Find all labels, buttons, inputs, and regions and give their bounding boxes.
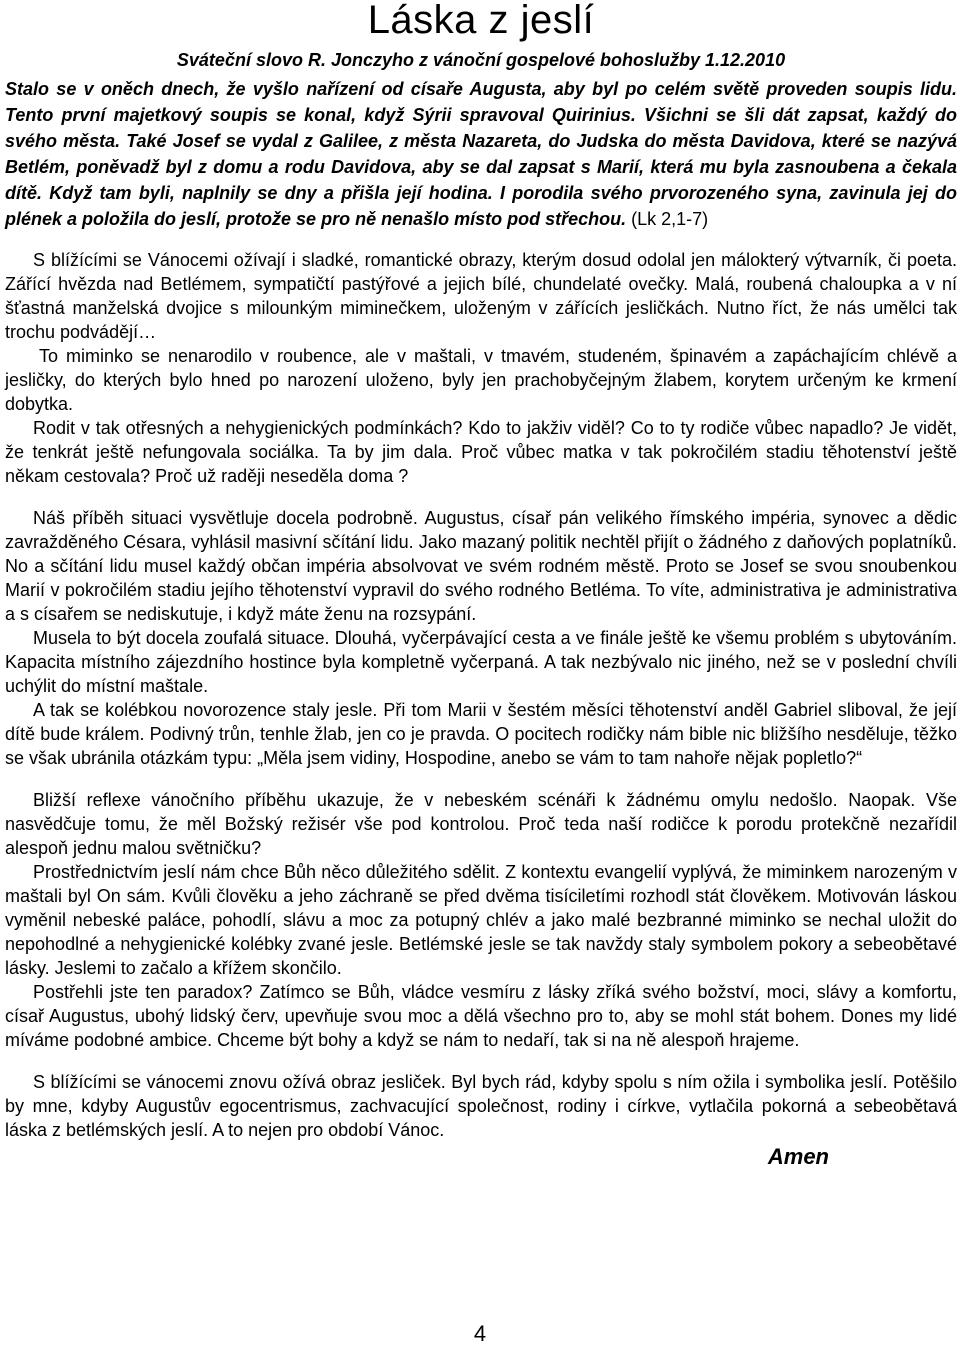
paragraph-7: Bližší reflexe vánočního příběhu ukazuje, že v nebeském scénáři k žádnému omylu nedošlo. Naopak. Vše nasvědčuje tomu, že měl Božský režisér vše pod kontrolou. Proč teda naší rodičce k porodu protekčně nezařídil alespoň jednu malou světničku? [5, 790, 957, 858]
paragraph-3: Rodit v tak otřesných a nehygienických podmínkách? Kdo to jakživ viděl? Co to ty rodiče vůbec napadlo? Je vidět, že tenkrát ještě nefungovala sociálka. Ta by jim dala. Proč vůbec matka v tak pokročilém stadiu těhotenství ještě někam cestovala? Proč už raději neseděla doma ? [5, 418, 957, 486]
closing-amen: Amen [767, 1144, 829, 1169]
paragraph-1: S blížícími se Vánocemi ožívají i sladké, romantické obrazy, kterým dosud odolal jen málokterý výtvarník, či poeta. Zářící hvězda nad Betlémem, sympatičtí pastýřové a jejich bílé, chundelaté ovečky. Malá, roubená chaloupka a v ní šťastná manželská dvojice s milounkým miminečkem, uloženým v zářících jesličkách. Nutno říct, že nás umělci tak trochu podvádějí… [5, 250, 957, 342]
paragraph-2: To miminko se nenarodilo v roubence, ale v maštali, v tmavém, studeném, špinavém a zapáchajícím chlévě a jesličky, do kterých bylo hned po narození uloženo, byly jen prachobyčejným žlabem, korytem určeným ke krmení dobytka. [5, 346, 957, 414]
page-number: 4 [473, 1321, 487, 1346]
document-subtitle: Sváteční slovo R. Jonczyho z vánoční gospelové bohoslužby 1.12.2010 [176, 50, 786, 70]
paragraph-4: Náš příběh situaci vysvětluje docela podrobně. Augustus, císař pán velikého římského impéria, synovec a dědic zavražděného Césara, vyhlásil masivní sčítání lidu. Jako mazaný politik nechtěl přijít o žádného z daňových poplatníků. No a sčítání lidu musel každý občan impéria absolvovat ve svém rodném městě. Proto se Josef se svou snoubenkou Marií v pokročilém stadiu jejího těhotenství vypravil do svého rodného Betléma. To víte, administrativa je administrativa a s císařem se nediskutuje, i když máte ženu na rozsypání. [5, 508, 957, 624]
paragraph-9: Postřehli jste ten paradox? Zatímco se Bůh, vládce vesmíru z lásky zříká svého božství, moci, slávy a komfortu, císař Augustus, ubohý lidský červ, upevňuje svou moc a dělá všechno pro to, aby se mohl stát bohem. Dones my lidé míváme podobné ambice. Chceme být bohy a když se nám to nedaří, tak si na ně alespoň hrajeme. [5, 982, 957, 1050]
paragraph-5: Musela to být docela zoufalá situace. Dlouhá, vyčerpávající cesta a ve finále ještě ke všemu problém s ubytováním. Kapacita místního zájezdního hostince byla kompletně vyčerpaná. A tak nezbývalo nic jiného, než se v poslední chvíli uchýlit do místní maštale. [5, 628, 957, 696]
scripture-quote-text: Stalo se v oněch dnech, že vyšlo nařízení od císaře Augusta, aby byl po celém světě proveden soupis lidu. Tento první majetkový soupis se konal, když Sýrii spravoval Quirinius. Všichni se šli dát zapsat, každý do svého města. Také Josef se vydal z Galilee, z města Nazareta, do Judska do města Davidova, které se nazývá Betlém, poněvadž byl z domu a rodu Davidova, aby se dal zapsat s Marií, která mu byla zasnoubena a čekala dítě. Když tam byli, naplnily se dny a přišla její hodina. I porodila svého prvorozeného syna, zavinula jej do plének a položila do jeslí, protože se pro ně nenašlo místo pod střechou. [5, 79, 957, 229]
scripture-quote [5, 76, 957, 232]
document-page [5, 0, 957, 1170]
paragraph-8: Prostřednictvím jeslí nám chce Bůh něco důležitého sdělit. Z kontextu evangelií vyplývá, že miminkem narozeným v maštali byl On sám. Kvůli člověku a jeho záchraně se před dvěma tisíciletími rozhodl stát člověkem. Motivován láskou vyměnil nebeské paláce, pohodlí, slávu a moc za potupný chlév a jako malé bezbranné miminko se nechal uložit do nepohodlné a nehygienické kolébky zvané jesle. Betlémské jesle se tak navždy staly symbolem pokory a sebeobětavé lásky. Jeslemi to začalo a křížem skončilo. [5, 862, 957, 978]
scripture-reference: (Lk 2,1-7) [631, 209, 709, 229]
paragraph-10: S blížícími se vánocemi znovu ožívá obraz jesliček. Byl bych rád, kdyby spolu s ním ožila i symbolika jeslí. Potěšilo by mne, kdyby Augustův egocentrismus, zachvacující společnost, rodiny i církve, vytlačila pokorná a sebeobětavá láska z betlémských jeslí. A to nejen pro období Vánoc. [5, 1072, 957, 1140]
document-title: Láska z jeslí [367, 0, 595, 42]
paragraph-6: A tak se kolébkou novorozence staly jesle. Při tom Marii v šestém měsíci těhotenství anděl Gabriel sliboval, že její dítě bude králem. Podivný trůn, tenhle žlab, jen co je pravda. O pocitech rodičky nám bible nic bližšího nesděluje, těžko se však ubránila otázkám typu: „Měla jsem vidiny, Hospodine, anebo se vám to tam nahoře nějak popletlo?“ [5, 700, 957, 768]
